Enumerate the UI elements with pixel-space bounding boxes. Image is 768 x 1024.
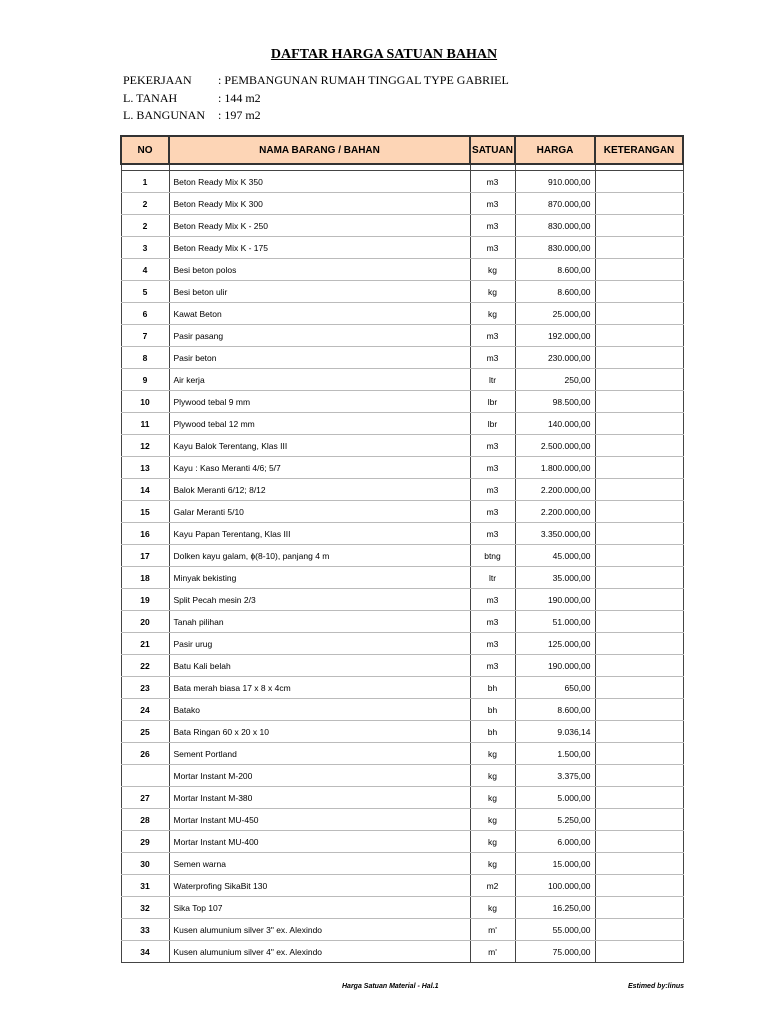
cell-price: 98.500,00 xyxy=(515,391,595,413)
cell-no: 6 xyxy=(121,303,169,325)
cell-no: 8 xyxy=(121,347,169,369)
cell-no: 21 xyxy=(121,633,169,655)
cell-name: Batu Kali belah xyxy=(169,655,470,677)
cell-unit: lbr xyxy=(470,413,515,435)
cell-price: 870.000,00 xyxy=(515,193,595,215)
cell-note xyxy=(595,941,683,963)
cell-note xyxy=(595,457,683,479)
cell-no: 34 xyxy=(121,941,169,963)
header-unit: SATUAN xyxy=(470,136,515,164)
info-row-tanah xyxy=(123,91,261,106)
cell-price: 192.000,00 xyxy=(515,325,595,347)
cell-note xyxy=(595,303,683,325)
cell-note xyxy=(595,589,683,611)
cell-no: 26 xyxy=(121,743,169,765)
cell-unit: m3 xyxy=(470,523,515,545)
cell-name: Beton Ready Mix K - 250 xyxy=(169,215,470,237)
cell-price: 3.375,00 xyxy=(515,765,595,787)
cell-unit: kg xyxy=(470,831,515,853)
cell-unit: m3 xyxy=(470,479,515,501)
table-row xyxy=(121,633,683,655)
cell-no: 2 xyxy=(121,193,169,215)
table-row xyxy=(121,743,683,765)
cell-unit: m3 xyxy=(470,347,515,369)
cell-no: 14 xyxy=(121,479,169,501)
footer-page-label: Harga Satuan Material - Hal.1 xyxy=(342,983,439,990)
cell-no: 25 xyxy=(121,721,169,743)
cell-unit: bh xyxy=(470,721,515,743)
table-row xyxy=(121,325,683,347)
cell-name: Bata merah biasa 17 x 8 x 4cm xyxy=(169,677,470,699)
cell-unit: kg xyxy=(470,809,515,831)
cell-price: 910.000,00 xyxy=(515,171,595,193)
cell-name: Beton Ready Mix K - 175 xyxy=(169,237,470,259)
cell-name: Semen warna xyxy=(169,853,470,875)
cell-note xyxy=(595,743,683,765)
table-row xyxy=(121,435,683,457)
header-note: KETERANGAN xyxy=(595,136,683,164)
cell-note xyxy=(595,391,683,413)
cell-no: 18 xyxy=(121,567,169,589)
cell-name: Pasir urug xyxy=(169,633,470,655)
table-row xyxy=(121,479,683,501)
cell-name: Kayu Balok Terentang, Klas III xyxy=(169,435,470,457)
cell-unit: lbr xyxy=(470,391,515,413)
cell-name: Besi beton polos xyxy=(169,259,470,281)
cell-name: Bata Ringan 60 x 20 x 10 xyxy=(169,721,470,743)
cell-unit: kg xyxy=(470,853,515,875)
cell-unit: ltr xyxy=(470,369,515,391)
cell-note xyxy=(595,875,683,897)
cell-price: 3.350.000,00 xyxy=(515,523,595,545)
cell-no: 19 xyxy=(121,589,169,611)
cell-unit: kg xyxy=(470,281,515,303)
cell-note xyxy=(595,435,683,457)
table-row xyxy=(121,193,683,215)
table-row xyxy=(121,545,683,567)
cell-unit: m3 xyxy=(470,215,515,237)
cell-no: 12 xyxy=(121,435,169,457)
cell-price: 25.000,00 xyxy=(515,303,595,325)
table-row xyxy=(121,413,683,435)
cell-no: 27 xyxy=(121,787,169,809)
cell-note xyxy=(595,655,683,677)
cell-name: Dolken kayu galam, ɸ(8-10), panjang 4 m xyxy=(169,545,470,567)
cell-no: 1 xyxy=(121,171,169,193)
cell-price: 190.000,00 xyxy=(515,589,595,611)
info-label: L. TANAH xyxy=(123,91,178,105)
info-label: PEKERJAAN xyxy=(123,73,192,87)
table-row xyxy=(121,941,683,963)
table-row xyxy=(121,677,683,699)
cell-note xyxy=(595,369,683,391)
cell-no: 5 xyxy=(121,281,169,303)
cell-no: 31 xyxy=(121,875,169,897)
cell-name: Batako xyxy=(169,699,470,721)
cell-price: 830.000,00 xyxy=(515,215,595,237)
info-row-pekerjaan xyxy=(123,73,509,88)
cell-unit: bh xyxy=(470,677,515,699)
cell-name: Sement Portland xyxy=(169,743,470,765)
table-row xyxy=(121,215,683,237)
cell-note xyxy=(595,721,683,743)
table-row xyxy=(121,391,683,413)
table-row xyxy=(121,853,683,875)
cell-unit: m3 xyxy=(470,501,515,523)
table-row xyxy=(121,787,683,809)
table-row xyxy=(121,875,683,897)
cell-unit: bh xyxy=(470,699,515,721)
table-row xyxy=(121,523,683,545)
cell-unit: kg xyxy=(470,897,515,919)
cell-name: Sika Top 107 xyxy=(169,897,470,919)
cell-price: 5.250,00 xyxy=(515,809,595,831)
cell-price: 230.000,00 xyxy=(515,347,595,369)
cell-name: Plywood tebal 12 mm xyxy=(169,413,470,435)
cell-unit: m3 xyxy=(470,325,515,347)
cell-unit: kg xyxy=(470,765,515,787)
cell-price: 8.600,00 xyxy=(515,699,595,721)
cell-unit: kg xyxy=(470,743,515,765)
cell-note xyxy=(595,699,683,721)
cell-price: 9.036,14 xyxy=(515,721,595,743)
table-row xyxy=(121,721,683,743)
cell-no: 9 xyxy=(121,369,169,391)
cell-note xyxy=(595,259,683,281)
info-row-bangunan xyxy=(123,108,261,123)
cell-name: Minyak bekisting xyxy=(169,567,470,589)
cell-price: 51.000,00 xyxy=(515,611,595,633)
cell-name: Split Pecah mesin 2/3 xyxy=(169,589,470,611)
cell-no: 2 xyxy=(121,215,169,237)
table-row xyxy=(121,369,683,391)
cell-note xyxy=(595,853,683,875)
cell-price: 75.000,00 xyxy=(515,941,595,963)
table-row xyxy=(121,567,683,589)
cell-name: Beton Ready Mix K 350 xyxy=(169,171,470,193)
cell-name: Mortar Instant M-380 xyxy=(169,787,470,809)
table-row xyxy=(121,809,683,831)
header-name: NAMA BARANG / BAHAN xyxy=(169,136,470,164)
cell-note xyxy=(595,897,683,919)
cell-unit: m3 xyxy=(470,171,515,193)
cell-note xyxy=(595,611,683,633)
cell-unit: m' xyxy=(470,919,515,941)
header-no: NO xyxy=(121,136,169,164)
cell-note xyxy=(595,413,683,435)
cell-unit: m3 xyxy=(470,611,515,633)
cell-no: 23 xyxy=(121,677,169,699)
cell-price: 5.000,00 xyxy=(515,787,595,809)
cell-price: 8.600,00 xyxy=(515,281,595,303)
cell-note xyxy=(595,567,683,589)
cell-price: 15.000,00 xyxy=(515,853,595,875)
cell-name: Kayu : Kaso Meranti 4/6; 5/7 xyxy=(169,457,470,479)
table-body xyxy=(121,164,683,963)
cell-note xyxy=(595,237,683,259)
cell-name: Pasir pasang xyxy=(169,325,470,347)
table-row xyxy=(121,765,683,787)
cell-no: 11 xyxy=(121,413,169,435)
cell-name: Air kerja xyxy=(169,369,470,391)
cell-name: Mortar Instant M-200 xyxy=(169,765,470,787)
cell-name: Waterprofing SikaBit 130 xyxy=(169,875,470,897)
cell-price: 2.200.000,00 xyxy=(515,501,595,523)
cell-unit: ltr xyxy=(470,567,515,589)
cell-name: Balok Meranti 6/12; 8/12 xyxy=(169,479,470,501)
cell-note xyxy=(595,347,683,369)
table-row xyxy=(121,919,683,941)
cell-price: 140.000,00 xyxy=(515,413,595,435)
cell-name: Kusen alumunium silver 4" ex. Alexindo xyxy=(169,941,470,963)
cell-name: Besi beton ulir xyxy=(169,281,470,303)
cell-price: 1.500,00 xyxy=(515,743,595,765)
cell-name: Beton Ready Mix K 300 xyxy=(169,193,470,215)
cell-unit: m3 xyxy=(470,237,515,259)
table-row xyxy=(121,281,683,303)
table-row xyxy=(121,655,683,677)
footer-estimator: Estimed by:linus xyxy=(628,983,685,990)
cell-name: Pasir beton xyxy=(169,347,470,369)
cell-no: 30 xyxy=(121,853,169,875)
cell-note xyxy=(595,545,683,567)
cell-note xyxy=(595,831,683,853)
cell-unit: btng xyxy=(470,545,515,567)
cell-note xyxy=(595,193,683,215)
cell-note xyxy=(595,325,683,347)
cell-no: 15 xyxy=(121,501,169,523)
table-row xyxy=(121,457,683,479)
cell-price: 2.500.000,00 xyxy=(515,435,595,457)
cell-unit: m' xyxy=(470,941,515,963)
cell-unit: m3 xyxy=(470,435,515,457)
cell-unit: m3 xyxy=(470,589,515,611)
cell-name: Galar Meranti 5/10 xyxy=(169,501,470,523)
table-row xyxy=(121,259,683,281)
cell-note xyxy=(595,215,683,237)
cell-unit: m2 xyxy=(470,875,515,897)
cell-name: Kawat Beton xyxy=(169,303,470,325)
cell-name: Plywood tebal 9 mm xyxy=(169,391,470,413)
cell-unit: m3 xyxy=(470,193,515,215)
cell-price: 45.000,00 xyxy=(515,545,595,567)
cell-unit: m3 xyxy=(470,655,515,677)
table-row xyxy=(121,237,683,259)
info-label: L. BANGUNAN xyxy=(123,108,205,122)
cell-no: 20 xyxy=(121,611,169,633)
cell-no: 17 xyxy=(121,545,169,567)
table-header-row xyxy=(121,136,683,164)
cell-price: 8.600,00 xyxy=(515,259,595,281)
cell-price: 1.800.000,00 xyxy=(515,457,595,479)
cell-unit: m3 xyxy=(470,633,515,655)
cell-note xyxy=(595,919,683,941)
cell-price: 16.250,00 xyxy=(515,897,595,919)
cell-note xyxy=(595,765,683,787)
cell-no: 13 xyxy=(121,457,169,479)
cell-note xyxy=(595,501,683,523)
info-value: : 197 m2 xyxy=(218,108,261,122)
cell-note xyxy=(595,677,683,699)
page-title: DAFTAR HARGA SATUAN BAHAN xyxy=(270,47,498,62)
table-row xyxy=(121,501,683,523)
cell-no: 28 xyxy=(121,809,169,831)
cell-no xyxy=(121,765,169,787)
cell-note xyxy=(595,809,683,831)
cell-price: 650,00 xyxy=(515,677,595,699)
cell-no: 10 xyxy=(121,391,169,413)
cell-name: Kayu Papan Terentang, Klas III xyxy=(169,523,470,545)
table-row xyxy=(121,897,683,919)
info-value: : 144 m2 xyxy=(218,91,261,105)
cell-price: 100.000,00 xyxy=(515,875,595,897)
cell-name: Mortar Instant MU-400 xyxy=(169,831,470,853)
cell-note xyxy=(595,281,683,303)
cell-name: Tanah pilihan xyxy=(169,611,470,633)
table-row xyxy=(121,303,683,325)
cell-price: 35.000,00 xyxy=(515,567,595,589)
cell-price: 250,00 xyxy=(515,369,595,391)
cell-unit: kg xyxy=(470,259,515,281)
header-price: HARGA xyxy=(515,136,595,164)
info-value: : PEMBANGUNAN RUMAH TINGGAL TYPE GABRIEL xyxy=(218,73,509,87)
cell-price: 55.000,00 xyxy=(515,919,595,941)
table-row xyxy=(121,611,683,633)
cell-price: 125.000,00 xyxy=(515,633,595,655)
table-row xyxy=(121,589,683,611)
cell-no: 22 xyxy=(121,655,169,677)
cell-unit: kg xyxy=(470,787,515,809)
cell-price: 2.200.000,00 xyxy=(515,479,595,501)
cell-no: 29 xyxy=(121,831,169,853)
cell-unit: m3 xyxy=(470,457,515,479)
table-row xyxy=(121,347,683,369)
cell-no: 3 xyxy=(121,237,169,259)
cell-no: 33 xyxy=(121,919,169,941)
table-row xyxy=(121,831,683,853)
cell-note xyxy=(595,523,683,545)
cell-no: 32 xyxy=(121,897,169,919)
cell-no: 24 xyxy=(121,699,169,721)
cell-no: 4 xyxy=(121,259,169,281)
cell-note xyxy=(595,633,683,655)
cell-note xyxy=(595,787,683,809)
cell-note xyxy=(595,171,683,193)
cell-note xyxy=(595,479,683,501)
table-row xyxy=(121,699,683,721)
cell-no: 16 xyxy=(121,523,169,545)
cell-price: 830.000,00 xyxy=(515,237,595,259)
cell-price: 190.000,00 xyxy=(515,655,595,677)
cell-unit: kg xyxy=(470,303,515,325)
material-price-table xyxy=(120,135,684,963)
table-row xyxy=(121,171,683,193)
cell-name: Kusen alumunium silver 3" ex. Alexindo xyxy=(169,919,470,941)
cell-no: 7 xyxy=(121,325,169,347)
cell-price: 6.000,00 xyxy=(515,831,595,853)
cell-name: Mortar Instant MU-450 xyxy=(169,809,470,831)
